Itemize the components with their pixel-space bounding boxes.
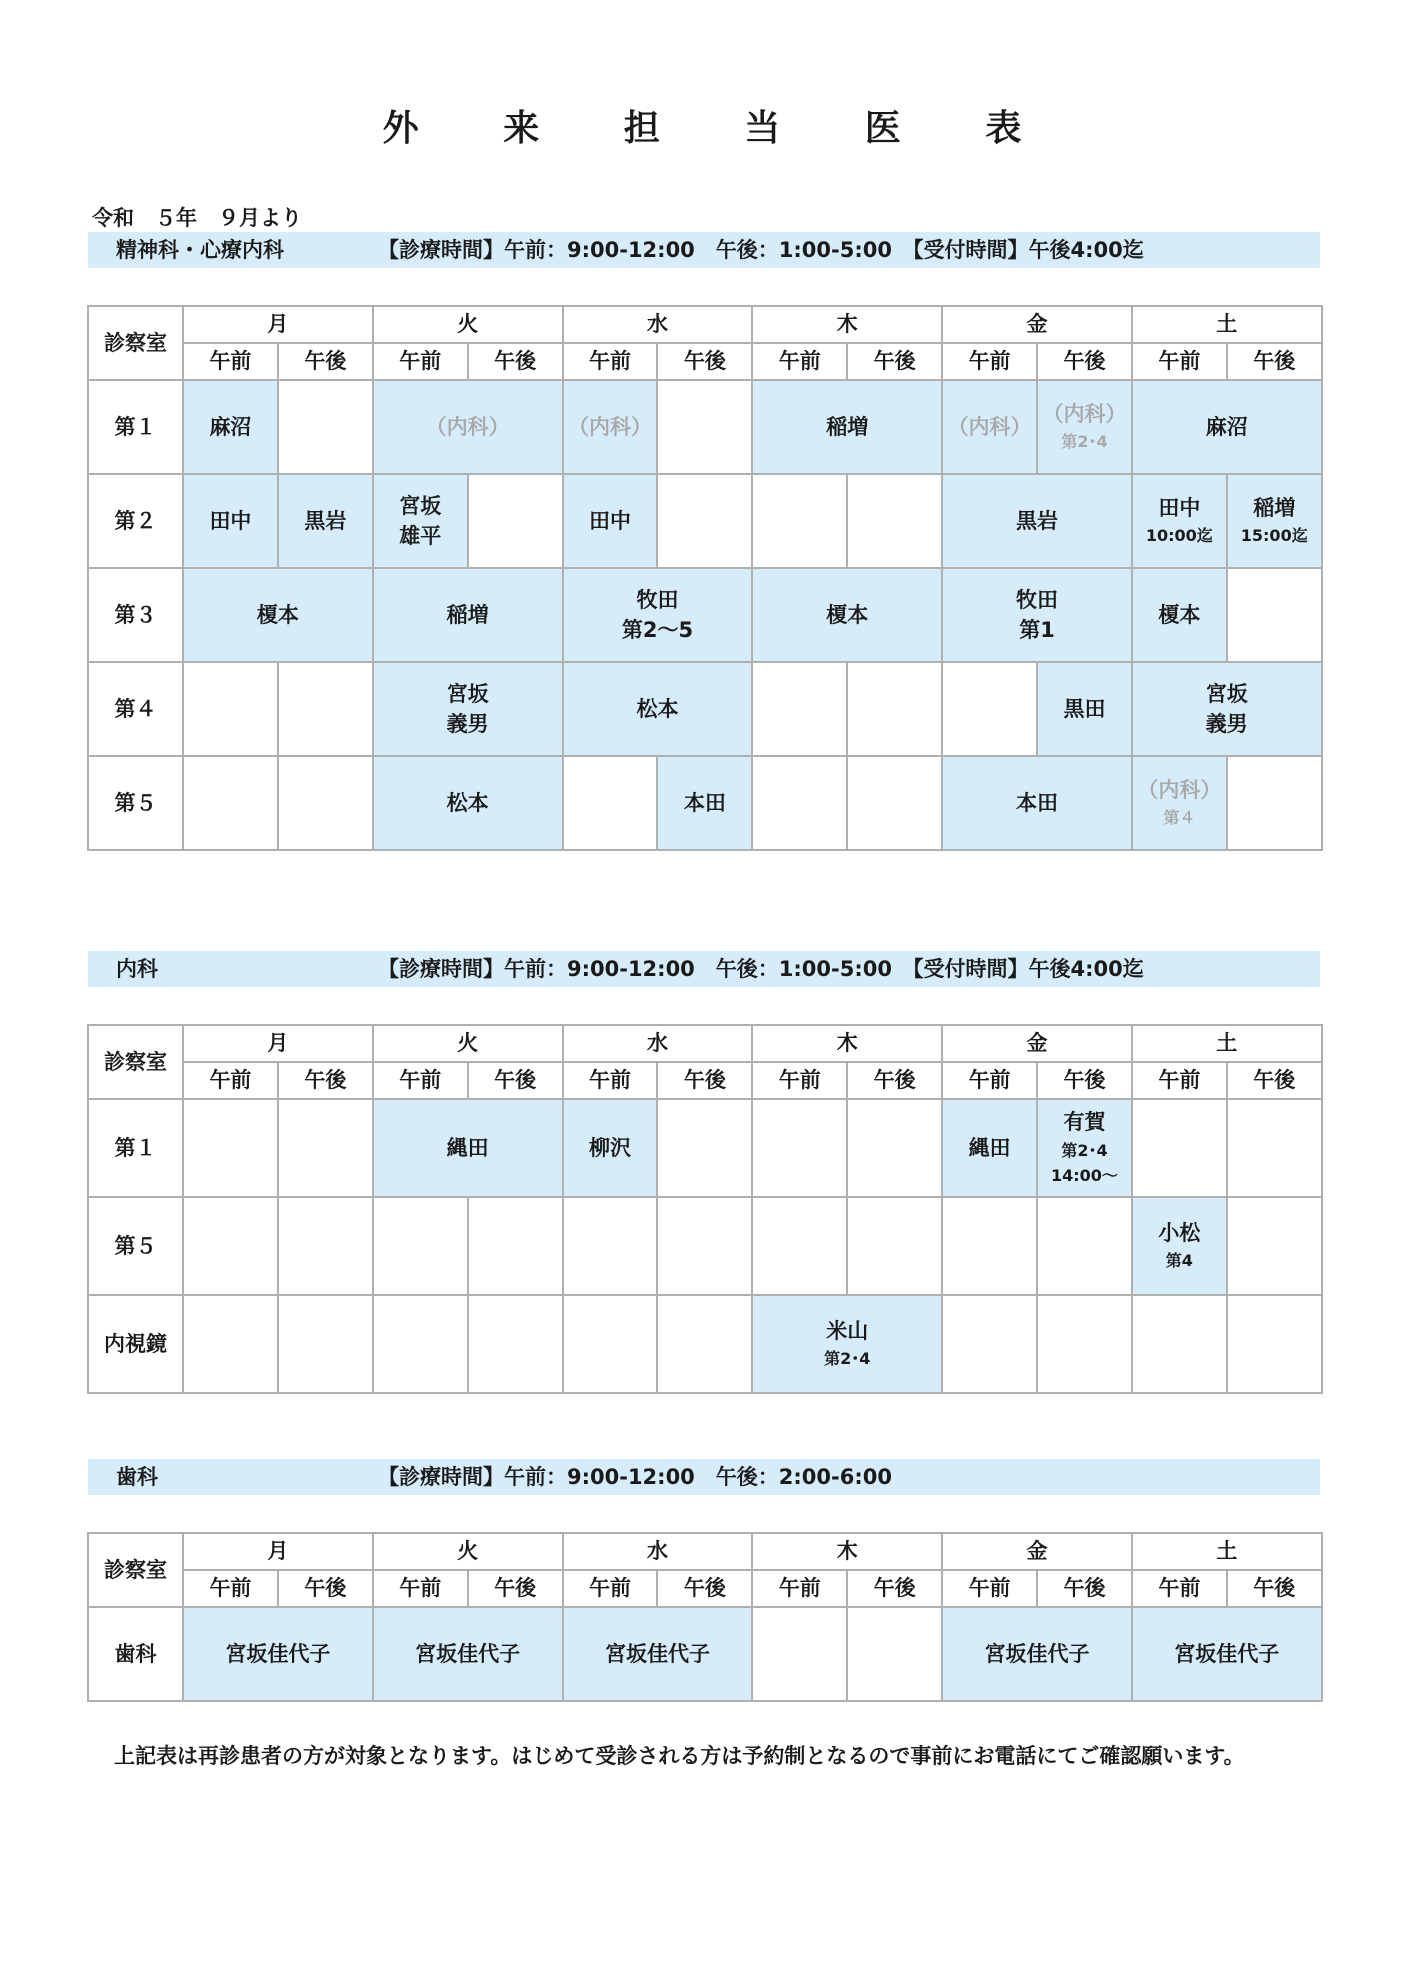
empty-cell <box>847 1607 942 1701</box>
empty-cell <box>657 474 752 568</box>
schedule-cell <box>752 568 942 662</box>
pm-header: 午後 <box>657 343 752 380</box>
schedule-cell <box>373 474 468 568</box>
table-row <box>88 1295 1322 1393</box>
schedule-cell <box>1132 662 1322 756</box>
schedule-cell <box>563 380 658 474</box>
schedule-cell <box>1132 568 1227 662</box>
table-row <box>88 1099 1322 1197</box>
doctor-name: （内科） <box>1042 401 1127 426</box>
day-header: 金 <box>942 306 1132 343</box>
day-header: 水 <box>563 1025 753 1062</box>
empty-cell <box>468 474 563 568</box>
empty-cell <box>1132 1099 1227 1197</box>
empty-cell <box>183 1295 278 1393</box>
schedule-cell <box>1037 380 1132 474</box>
schedule-cell <box>1227 474 1322 568</box>
schedule-cell <box>1132 1607 1322 1701</box>
empty-cell <box>563 1295 658 1393</box>
empty-cell <box>752 1099 847 1197</box>
header-row-days <box>88 1533 1322 1570</box>
schedule-cell <box>942 380 1037 474</box>
section-band-internal <box>88 951 1320 987</box>
department-name: 内科 <box>116 957 158 981</box>
schedule-cell <box>657 756 752 850</box>
empty-cell <box>847 1099 942 1197</box>
doctor-name: 宮坂 <box>446 681 489 706</box>
schedule-cell <box>1132 474 1227 568</box>
doctor-name: 田中 <box>209 508 252 533</box>
empty-cell <box>563 756 658 850</box>
pm-header: 午後 <box>1227 1570 1322 1607</box>
day-header: 金 <box>942 1025 1132 1062</box>
room-label: 第３ <box>88 568 183 662</box>
pm-header: 午後 <box>847 1570 942 1607</box>
schedule-cell <box>563 662 753 756</box>
doctor-name: 榎本 <box>826 602 869 627</box>
table-row <box>88 568 1322 662</box>
schedule-cell <box>373 756 563 850</box>
doctor-name: 田中 <box>1158 495 1201 520</box>
doctor-name: 小松 <box>1158 1220 1201 1245</box>
day-header: 火 <box>373 306 563 343</box>
schedule-note: 第4 <box>1165 1251 1193 1271</box>
schedule-note: 第2･4 <box>824 1349 871 1369</box>
room-label: 内視鏡 <box>88 1295 183 1393</box>
pm-header: 午後 <box>468 1570 563 1607</box>
schedule-cell <box>1037 1099 1132 1197</box>
doctor-name: （内科） <box>425 414 510 439</box>
department-hours: 【診療時間】午前：9:00-12:00 午後：2:00-6:00 <box>378 1465 892 1489</box>
empty-cell <box>468 1197 563 1295</box>
doctor-detail: 義男 <box>446 712 489 736</box>
doctor-name: 榎本 <box>256 602 299 627</box>
doctor-name: 宮坂佳代子 <box>1174 1641 1280 1666</box>
pm-header: 午後 <box>278 1062 373 1099</box>
room-label: 歯科 <box>88 1607 183 1701</box>
am-header: 午前 <box>373 1062 468 1099</box>
header-row-days <box>88 1025 1322 1062</box>
empty-cell <box>1132 1295 1227 1393</box>
room-header: 診察室 <box>88 1025 183 1099</box>
am-header: 午前 <box>563 1570 658 1607</box>
day-header: 木 <box>752 1025 942 1062</box>
schedule-cell <box>752 380 942 474</box>
doctor-name: 黒田 <box>1063 696 1106 721</box>
department-hours: 【診療時間】午前：9:00-12:00 午後：1:00-5:00 【受付時間】午後4:00迄 <box>378 238 1144 262</box>
doctor-name: 有賀 <box>1063 1110 1106 1135</box>
room-label: 第１ <box>88 380 183 474</box>
doctor-name: 本田 <box>1016 790 1059 815</box>
schedule-table-psychiatry <box>87 305 1323 851</box>
empty-cell <box>278 1099 373 1197</box>
schedule-table-dental <box>87 1532 1323 1702</box>
schedule-cell <box>563 568 753 662</box>
day-header: 月 <box>183 306 373 343</box>
doctor-name: （内科） <box>568 414 652 439</box>
am-header: 午前 <box>942 1570 1037 1607</box>
department-name: 精神科・心療内科 <box>116 238 284 262</box>
doctor-name: 牧田 <box>636 587 679 612</box>
doctor-name: 宮坂佳代子 <box>984 1641 1090 1666</box>
room-header: 診察室 <box>88 1533 183 1607</box>
pm-header: 午後 <box>1037 1570 1132 1607</box>
empty-cell <box>1037 1197 1132 1295</box>
empty-cell <box>278 380 373 474</box>
am-header: 午前 <box>1132 1570 1227 1607</box>
day-header: 土 <box>1132 1025 1322 1062</box>
header-row-ampm <box>88 1062 1322 1099</box>
empty-cell <box>183 756 278 850</box>
schedule-note: 15:00迄 <box>1240 526 1308 546</box>
pm-header: 午後 <box>468 343 563 380</box>
day-header: 月 <box>183 1025 373 1062</box>
room-label: 第１ <box>88 1099 183 1197</box>
pm-header: 午後 <box>847 1062 942 1099</box>
schedule-cell <box>183 568 373 662</box>
doctor-name: 黒岩 <box>1016 508 1059 533</box>
empty-cell <box>657 1295 752 1393</box>
doctor-name: 縄田 <box>968 1135 1011 1160</box>
schedule-cell <box>183 380 278 474</box>
empty-cell <box>183 1197 278 1295</box>
am-header: 午前 <box>752 1062 847 1099</box>
empty-cell <box>657 1099 752 1197</box>
day-header: 火 <box>373 1533 563 1570</box>
am-header: 午前 <box>752 343 847 380</box>
empty-cell <box>183 662 278 756</box>
empty-cell <box>563 1197 658 1295</box>
header-row-days <box>88 306 1322 343</box>
day-header: 月 <box>183 1533 373 1570</box>
pm-header: 午後 <box>847 343 942 380</box>
pm-header: 午後 <box>1227 1062 1322 1099</box>
empty-cell <box>657 380 752 474</box>
table-row <box>88 756 1322 850</box>
schedule-cell <box>942 1607 1132 1701</box>
empty-cell <box>373 1295 468 1393</box>
day-header: 木 <box>752 1533 942 1570</box>
empty-cell <box>657 1197 752 1295</box>
day-header: 火 <box>373 1025 563 1062</box>
schedule-cell <box>1132 380 1322 474</box>
room-label: 第５ <box>88 1197 183 1295</box>
schedule-cell <box>752 1295 942 1393</box>
empty-cell <box>1227 756 1322 850</box>
table-row <box>88 380 1322 474</box>
doctor-detail: 義男 <box>1205 712 1248 736</box>
schedule-cell <box>942 474 1132 568</box>
schedule-cell <box>373 568 563 662</box>
pm-header: 午後 <box>278 1570 373 1607</box>
am-header: 午前 <box>752 1570 847 1607</box>
doctor-name: 牧田 <box>1016 587 1059 612</box>
day-header: 水 <box>563 1533 753 1570</box>
empty-cell <box>752 756 847 850</box>
doctor-name: （内科） <box>1137 777 1222 802</box>
doctor-name: 宮坂佳代子 <box>415 1641 521 1666</box>
doctor-detail: 第1 <box>1019 618 1055 642</box>
pm-header: 午後 <box>1037 1062 1132 1099</box>
schedule-cell <box>942 568 1132 662</box>
pm-header: 午後 <box>657 1570 752 1607</box>
am-header: 午前 <box>373 343 468 380</box>
schedule-cell <box>373 1607 563 1701</box>
schedule-cell <box>183 1607 373 1701</box>
am-header: 午前 <box>1132 343 1227 380</box>
schedule-table-internal <box>87 1024 1323 1394</box>
am-header: 午前 <box>942 1062 1037 1099</box>
footnote: 上記表は再診患者の方が対象となります。はじめて受診される方は予約制となるので事前にお電話にてご確認願います。 <box>114 1744 1245 1768</box>
doctor-name: 宮坂 <box>1205 681 1248 706</box>
empty-cell <box>278 1197 373 1295</box>
doctor-name: 黒岩 <box>304 508 347 533</box>
empty-cell <box>1227 1099 1322 1197</box>
doctor-name: 榎本 <box>1158 602 1201 627</box>
room-label: 第２ <box>88 474 183 568</box>
day-header: 水 <box>563 306 753 343</box>
doctor-name: 田中 <box>589 508 631 533</box>
doctor-name: 麻沼 <box>209 414 252 439</box>
schedule-note: 第2･4 <box>1061 432 1108 452</box>
schedule-cell <box>563 1099 658 1197</box>
doctor-name: 宮坂佳代子 <box>604 1641 710 1666</box>
schedule-cell <box>942 1099 1037 1197</box>
header-row-ampm <box>88 343 1322 380</box>
doctor-name: 宮坂 <box>399 493 442 518</box>
page-title: 外 来 担 当 医 表 <box>382 108 1058 149</box>
empty-cell <box>847 662 942 756</box>
am-header: 午前 <box>183 343 278 380</box>
empty-cell <box>278 756 373 850</box>
empty-cell <box>752 1197 847 1295</box>
schedule-cell <box>278 474 373 568</box>
empty-cell <box>752 1607 847 1701</box>
empty-cell <box>752 662 847 756</box>
department-hours: 【診療時間】午前：9:00-12:00 午後：1:00-5:00 【受付時間】午後4:00迄 <box>378 957 1144 981</box>
day-header: 木 <box>752 306 942 343</box>
am-header: 午前 <box>183 1570 278 1607</box>
doctor-name: 柳沢 <box>589 1135 631 1160</box>
empty-cell <box>847 756 942 850</box>
am-header: 午前 <box>373 1570 468 1607</box>
pm-header: 午後 <box>1227 343 1322 380</box>
empty-cell <box>183 1099 278 1197</box>
empty-cell <box>847 1197 942 1295</box>
doctor-name: 稲増 <box>1253 495 1296 520</box>
section-band-psychiatry <box>88 232 1320 268</box>
doctor-name: 稲増 <box>826 414 869 439</box>
schedule-cell <box>563 1607 753 1701</box>
empty-cell <box>468 1295 563 1393</box>
schedule-cell <box>942 756 1132 850</box>
pm-header: 午後 <box>657 1062 752 1099</box>
doctor-name: （内科） <box>947 414 1032 439</box>
am-header: 午前 <box>1132 1062 1227 1099</box>
day-header: 土 <box>1132 306 1322 343</box>
pm-header: 午後 <box>278 343 373 380</box>
pm-header: 午後 <box>1037 343 1132 380</box>
empty-cell <box>1227 568 1322 662</box>
schedule-cell <box>373 662 563 756</box>
schedule-note: 14:00～ <box>1050 1166 1118 1186</box>
table-row <box>88 1197 1322 1295</box>
empty-cell <box>847 474 942 568</box>
empty-cell <box>942 662 1037 756</box>
doctor-name: 稲増 <box>446 602 489 627</box>
schedule-cell <box>1132 756 1227 850</box>
room-label: 第５ <box>88 756 183 850</box>
pm-header: 午後 <box>468 1062 563 1099</box>
doctor-name: 松本 <box>446 790 489 815</box>
effective-date: 令和 ５年 ９月より <box>92 206 302 230</box>
empty-cell <box>1037 1295 1132 1393</box>
section-band-dental <box>88 1459 1320 1495</box>
doctor-name: 宮坂佳代子 <box>225 1641 331 1666</box>
am-header: 午前 <box>563 1062 658 1099</box>
empty-cell <box>278 1295 373 1393</box>
empty-cell <box>278 662 373 756</box>
schedule-note: 第2･4 <box>1061 1140 1108 1160</box>
empty-cell <box>1227 1295 1322 1393</box>
schedule-cell <box>563 474 658 568</box>
empty-cell <box>942 1197 1037 1295</box>
empty-cell <box>1227 1197 1322 1295</box>
am-header: 午前 <box>563 343 658 380</box>
doctor-name: 縄田 <box>446 1135 489 1160</box>
empty-cell <box>373 1197 468 1295</box>
doctor-name: 麻沼 <box>1205 414 1248 439</box>
doctor-detail: 雄平 <box>399 524 442 548</box>
schedule-note: 10:00迄 <box>1145 526 1213 546</box>
room-header: 診察室 <box>88 306 183 380</box>
schedule-cell <box>373 1099 563 1197</box>
am-header: 午前 <box>942 343 1037 380</box>
day-header: 金 <box>942 1533 1132 1570</box>
schedule-cell <box>373 380 563 474</box>
doctor-detail: 第2～5 <box>621 618 694 642</box>
doctor-name: 松本 <box>636 696 679 721</box>
table-row <box>88 1607 1322 1701</box>
schedule-cell <box>1037 662 1132 756</box>
room-label: 第４ <box>88 662 183 756</box>
day-header: 土 <box>1132 1533 1322 1570</box>
schedule-note: 第４ <box>1163 808 1196 828</box>
empty-cell <box>942 1295 1037 1393</box>
schedule-cell <box>1132 1197 1227 1295</box>
doctor-name: 本田 <box>683 790 726 815</box>
doctor-name: 米山 <box>826 1318 869 1343</box>
department-name: 歯科 <box>116 1465 158 1489</box>
table-row <box>88 474 1322 568</box>
header-row-ampm <box>88 1570 1322 1607</box>
table-row <box>88 662 1322 756</box>
schedule-cell <box>183 474 278 568</box>
am-header: 午前 <box>183 1062 278 1099</box>
empty-cell <box>752 474 847 568</box>
